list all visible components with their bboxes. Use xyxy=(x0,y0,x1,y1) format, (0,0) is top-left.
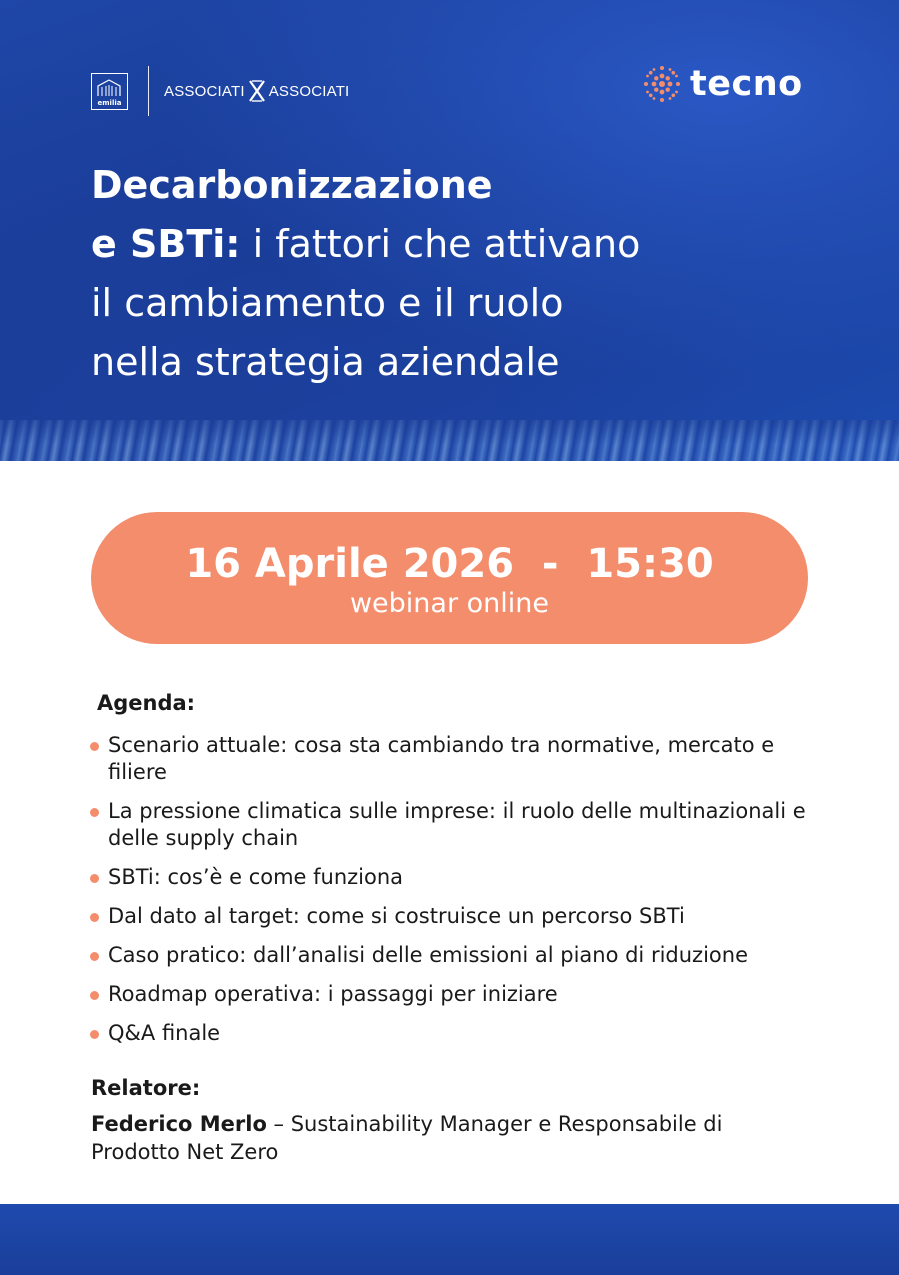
agenda-item xyxy=(90,903,830,930)
agenda-item-text: Scenario attuale: cosa sta cambiando tra normative, mercato e filiere xyxy=(108,733,775,784)
title-line-4: nella strategia aziendale xyxy=(91,340,560,384)
agenda-item xyxy=(90,732,830,786)
emilia-logo xyxy=(91,73,128,110)
bullet-dot-icon xyxy=(90,874,99,883)
agenda-heading: Agenda: xyxy=(97,691,196,715)
associati-right-text: ASSOCIATI xyxy=(268,82,350,100)
associati-logo xyxy=(164,79,349,103)
agenda-item-text: Dal dato al target: come si costruisce un percorso SBTi xyxy=(108,904,685,928)
agenda-item xyxy=(90,942,830,969)
event-date-pill xyxy=(91,512,808,644)
footer-band xyxy=(0,1204,899,1275)
agenda-item-text: SBTi: cos’è e come funziona xyxy=(108,865,404,889)
title-line-1: Decarbonizzazione xyxy=(91,163,493,207)
speaker-heading: Relatore: xyxy=(91,1076,201,1100)
emilia-logo-text: emilia xyxy=(97,98,122,107)
bullet-dot-icon xyxy=(90,913,99,922)
logo-divider xyxy=(148,66,149,116)
hero-texture-strip xyxy=(0,420,899,461)
title-line-2-rest: i fattori che attivano xyxy=(240,222,641,266)
hero-banner xyxy=(0,0,899,461)
speaker-role: – Sustainability Manager e Responsabile di Prodotto Net Zero xyxy=(91,1112,723,1164)
bullet-dot-icon xyxy=(90,991,99,1000)
agenda-item xyxy=(90,1020,830,1047)
title-line-2-bold: e SBTi: xyxy=(91,222,241,266)
event-datetime: 16 Aprile 2026 - 15:30 xyxy=(185,541,714,587)
agenda-item xyxy=(90,864,830,891)
agenda-item-text: Caso pratico: dall’analisi delle emissioni al piano di riduzione xyxy=(108,943,748,967)
bullet-dot-icon xyxy=(90,1030,99,1039)
bullet-dot-icon xyxy=(90,952,99,961)
event-mode: webinar online xyxy=(349,588,550,619)
agenda-item xyxy=(90,981,830,1008)
agenda-list xyxy=(90,732,830,1059)
speaker-details xyxy=(91,1110,791,1166)
partner-logos xyxy=(91,66,349,116)
bullet-dot-icon xyxy=(90,808,99,817)
tecno-logo xyxy=(642,64,803,104)
title-line-3: il cambiamento e il ruolo xyxy=(91,281,564,325)
event-title xyxy=(91,156,851,392)
agenda-item-text: Q&A finale xyxy=(108,1021,221,1045)
associati-cross-icon xyxy=(248,79,266,103)
title-line-2 xyxy=(91,215,851,274)
tecno-burst-icon xyxy=(642,64,682,104)
agenda-item xyxy=(90,798,830,852)
agenda-item-text: La pressione climatica sulle imprese: il ruolo delle multinazionali e delle supply chain xyxy=(108,799,806,850)
agenda-item-text: Roadmap operativa: i passaggi per iniziare xyxy=(108,982,558,1006)
speaker-name: Federico Merlo xyxy=(91,1112,267,1136)
tecno-wordmark: tecno xyxy=(690,63,803,104)
bullet-dot-icon xyxy=(90,742,99,751)
associati-left-text: ASSOCIATI xyxy=(164,82,245,100)
emilia-building-icon xyxy=(96,78,123,98)
